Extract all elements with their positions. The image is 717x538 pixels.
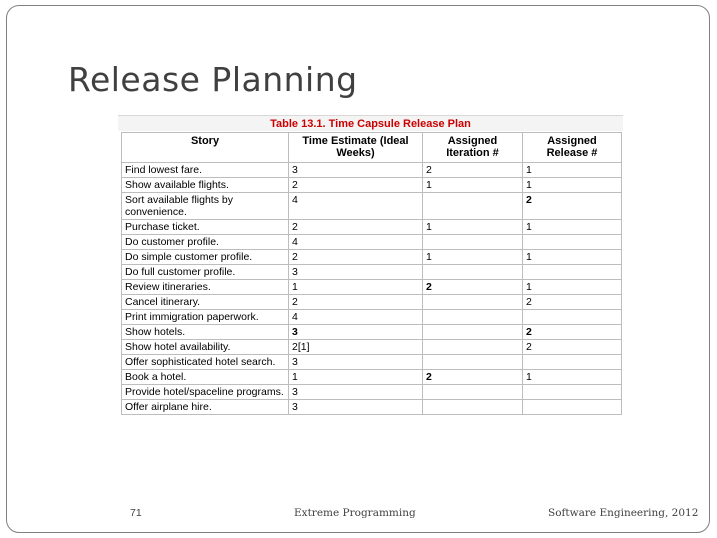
release-cell: 2 <box>523 325 622 340</box>
story-cell: Show hotels. <box>122 325 289 340</box>
table-row <box>122 385 622 400</box>
column-header-time-estimate: Time Estimate (Ideal Weeks) <box>289 133 423 163</box>
table-row <box>122 220 622 235</box>
release-plan-table <box>121 132 622 415</box>
column-header-assigned-release: Assigned Release # <box>523 133 622 163</box>
iteration-cell: 2 <box>423 370 523 385</box>
iteration-cell: 2 <box>423 280 523 295</box>
table-header-row <box>122 133 622 163</box>
iteration-cell <box>423 355 523 370</box>
story-cell: Show hotel availability. <box>122 340 289 355</box>
release-cell: 1 <box>523 280 622 295</box>
table-row <box>122 280 622 295</box>
release-cell <box>523 385 622 400</box>
time-estimate-cell: 4 <box>289 235 423 250</box>
release-cell: 1 <box>523 370 622 385</box>
release-cell: 1 <box>523 220 622 235</box>
time-estimate-cell: 3 <box>289 265 423 280</box>
story-cell: Do simple customer profile. <box>122 250 289 265</box>
story-cell: Show available flights. <box>122 178 289 193</box>
column-header-assigned-iteration: Assigned Iteration # <box>423 133 523 163</box>
iteration-cell <box>423 193 523 220</box>
release-cell: 1 <box>523 250 622 265</box>
table-row <box>122 370 622 385</box>
time-estimate-cell: 3 <box>289 355 423 370</box>
story-cell: Provide hotel/spaceline programs. <box>122 385 289 400</box>
release-cell <box>523 235 622 250</box>
time-estimate-cell: 2 <box>289 220 423 235</box>
time-estimate-cell: 4 <box>289 193 423 220</box>
iteration-cell: 1 <box>423 250 523 265</box>
table-caption: Table 13.1. Time Capsule Release Plan <box>118 115 623 131</box>
table-row <box>122 235 622 250</box>
story-cell: Cancel itinerary. <box>122 295 289 310</box>
release-cell: 1 <box>523 163 622 178</box>
slide-number: 71 <box>130 507 142 519</box>
release-cell: 2 <box>523 193 622 220</box>
table-row <box>122 265 622 280</box>
release-cell: 1 <box>523 178 622 193</box>
iteration-cell <box>423 385 523 400</box>
table-row <box>122 310 622 325</box>
iteration-cell <box>423 400 523 415</box>
time-estimate-cell: 3 <box>289 400 423 415</box>
time-estimate-cell: 2 <box>289 178 423 193</box>
table-row <box>122 178 622 193</box>
story-cell: Review itineraries. <box>122 280 289 295</box>
table-row <box>122 163 622 178</box>
time-estimate-cell: 1 <box>289 370 423 385</box>
iteration-cell <box>423 310 523 325</box>
story-cell: Book a hotel. <box>122 370 289 385</box>
release-cell <box>523 355 622 370</box>
iteration-cell: 1 <box>423 178 523 193</box>
release-cell <box>523 400 622 415</box>
story-cell: Find lowest fare. <box>122 163 289 178</box>
story-cell: Do full customer profile. <box>122 265 289 280</box>
time-estimate-cell: 2[1] <box>289 340 423 355</box>
story-cell: Do customer profile. <box>122 235 289 250</box>
slide-title: Release Planning <box>68 60 358 99</box>
iteration-cell <box>423 265 523 280</box>
table-row <box>122 355 622 370</box>
table-row <box>122 250 622 265</box>
release-cell <box>523 265 622 280</box>
table-row <box>122 295 622 310</box>
iteration-cell: 2 <box>423 163 523 178</box>
time-estimate-cell: 1 <box>289 280 423 295</box>
column-header-story: Story <box>122 133 289 163</box>
footer-course-title: Extreme Programming <box>294 507 416 519</box>
time-estimate-cell: 4 <box>289 310 423 325</box>
iteration-cell <box>423 325 523 340</box>
footer-subject-year: Software Engineering, 2012 <box>548 507 699 519</box>
release-cell: 2 <box>523 295 622 310</box>
time-estimate-cell: 2 <box>289 250 423 265</box>
release-plan-table-image <box>118 115 623 470</box>
table-row <box>122 193 622 220</box>
time-estimate-cell: 3 <box>289 163 423 178</box>
time-estimate-cell: 3 <box>289 385 423 400</box>
story-cell: Purchase ticket. <box>122 220 289 235</box>
story-cell: Offer sophisticated hotel search. <box>122 355 289 370</box>
time-estimate-cell: 2 <box>289 295 423 310</box>
time-estimate-cell: 3 <box>289 325 423 340</box>
table-row <box>122 340 622 355</box>
iteration-cell <box>423 340 523 355</box>
story-cell: Offer airplane hire. <box>122 400 289 415</box>
release-cell <box>523 310 622 325</box>
table-row <box>122 400 622 415</box>
iteration-cell <box>423 235 523 250</box>
iteration-cell <box>423 295 523 310</box>
table-row <box>122 325 622 340</box>
story-cell: Sort available flights by convenience. <box>122 193 289 220</box>
story-cell: Print immigration paperwork. <box>122 310 289 325</box>
release-cell: 2 <box>523 340 622 355</box>
iteration-cell: 1 <box>423 220 523 235</box>
